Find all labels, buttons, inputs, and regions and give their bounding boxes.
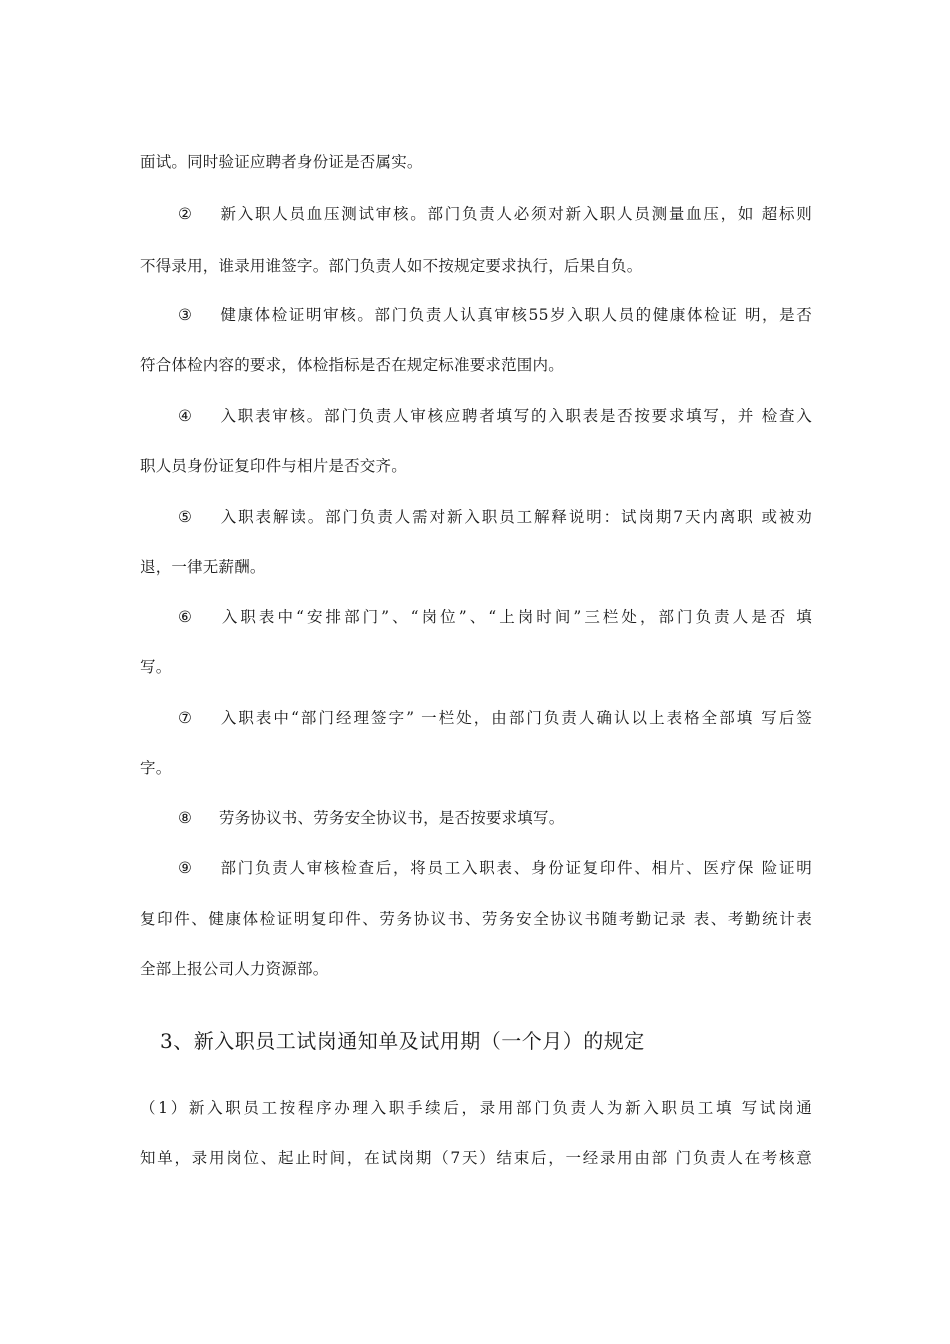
item-4-marker: ④ [178,407,193,425]
item-8-text-1: 劳务协议书、劳务安全协议书，是否按要求填写。 [219,809,565,827]
item-6-line-1 [140,607,812,627]
item-3-line-1 [140,305,812,325]
item-2-marker: ② [178,205,193,223]
item-6-line-2: 写。 [140,658,172,676]
item-7-text-1: 入职表中“部门经理签字” 一栏处，由部门负责人确认以上表格全部填 写后签 [219,709,812,727]
item-2-line-1 [140,204,812,224]
section-para-line-1: （1）新入职员工按程序办理入职手续后，录用部门负责人为新入职员工填 写试岗通 [140,1099,812,1117]
item-9-line-2: 复印件、健康体检证明复印件、劳务协议书、劳务安全协议书随考勤记录 表、考勤统计表 [140,910,812,928]
item-4-line-2: 职人员身份证复印件与相片是否交齐。 [140,457,407,475]
intro-tail-line: 面试。同时验证应聘者身份证是否属实。 [140,153,423,171]
item-5-marker: ⑤ [178,508,193,526]
item-9-marker: ⑨ [178,859,193,877]
item-8-line-1 [140,808,812,828]
item-2-line-2: 不得录用，谁录用谁签字。部门负责人如不按规定要求执行，后果自负。 [140,257,643,275]
item-3-marker: ③ [178,306,193,324]
item-7-line-1 [140,708,812,728]
item-5-text-1: 入职表解读。部门负责人需对新入职员工解释说明：试岗期7天内离职 或被劝 [219,508,812,526]
item-6-text-1: 入职表中“安排部门”、“岗位”、“上岗时间”三栏处，部门负责人是否 填 [219,608,812,626]
section-para-line-2: 知单，录用岗位、起止时间，在试岗期（7天）结束后，一经录用由部 门负责人在考核意 [140,1149,812,1167]
item-8-marker: ⑧ [178,809,193,827]
item-5-line-1 [140,507,812,527]
item-4-text-1: 入职表审核。部门负责人审核应聘者填写的入职表是否按要求填写，并 检查入 [219,407,812,425]
item-7-marker: ⑦ [178,709,193,727]
item-3-text-1: 健康体检证明审核。部门负责人认真审核55岁入职人员的健康体检证 明，是否 [219,306,812,324]
item-4-line-1 [140,406,812,426]
item-9-line-3: 全部上报公司人力资源部。 [140,960,329,978]
section-heading: 3、新入职员工试岗通知单及试用期（一个月）的规定 [160,1029,645,1053]
item-2-text-1: 新入职人员血压测试审核。部门负责人必须对新入职人员测量血压，如 超标则 [219,205,812,223]
item-5-line-2: 退，一律无薪酬。 [140,558,266,576]
item-6-marker: ⑥ [178,608,193,626]
item-3-line-2: 符合体检内容的要求，体检指标是否在规定标准要求范围内。 [140,356,564,374]
item-7-line-2: 字。 [140,759,172,777]
item-9-text-1: 部门负责人审核检查后，将员工入职表、身份证复印件、相片、医疗保 险证明 [219,859,812,877]
item-9-line-1 [140,858,812,878]
